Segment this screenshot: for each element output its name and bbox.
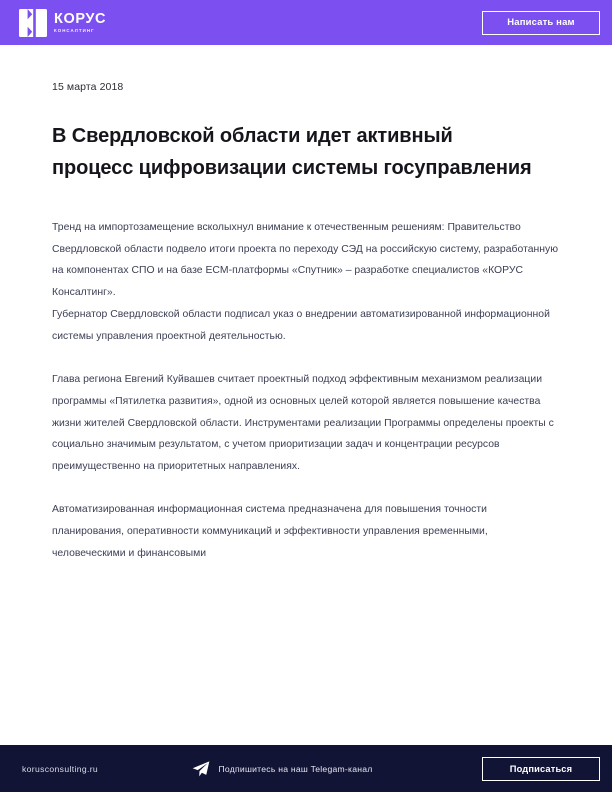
page-title: В Свердловской области идет активный процесс цифровизации системы госуправления — [52, 125, 532, 180]
site-header — [0, 0, 612, 45]
article-content — [0, 45, 612, 745]
subscribe-button[interactable]: Подписаться — [482, 757, 600, 781]
korus-logo[interactable] — [19, 9, 106, 37]
footer-website-link[interactable]: korusconsulting.ru — [22, 763, 99, 774]
article-paragraph: Автоматизированная информационная система предназначена для повышения точности планирования, оперативности коммуникаций и эффективности управления временными, человеческими и финансовыми — [52, 504, 488, 559]
article-paragraph: Глава региона Евгений Куйвашев считает проектный подход эффективным механизмом реализации программы «Пятилетка развития», одной из основных целей которой является повышение качества жизни жителей Свердловской области. Инструментами реализации Программы определены проекты с социально значимым результатом, с учетом приоритизации задач и концентрации ресурсов преимущественно на приоритетных направлениях. — [52, 373, 554, 473]
contact-us-button[interactable]: Написать нам — [482, 11, 600, 35]
publish-date: 15 марта 2018 — [52, 81, 124, 93]
logo-subtitle: КОНСАЛТИНГ — [54, 27, 95, 33]
footer-cta-text: Подпишитесь на наш Telegam-канал — [218, 763, 373, 774]
korus-logo-text — [54, 12, 106, 33]
site-footer — [0, 745, 612, 792]
article-paragraph: Тренд на импортозамещение всколыхнул внимание к отечественным решениям: Правительство Свердловской области подвело итоги проекта по переходу СЭД на российскую систему, разработанную на компонентах СПО и на базе ECM-платформы «Спутник» – разработке специалистов «КОРУС Консалтинг». — [52, 221, 559, 299]
logo-title: КОРУС — [54, 10, 107, 27]
telegram-paper-plane-icon — [192, 761, 210, 777]
telegram-subscribe-prompt — [98, 761, 466, 777]
korus-logo-icon — [19, 9, 47, 37]
article-paragraph: Губернатор Свердловской области подписал указ о внедрении автоматизированной информационной системы управления проектной деятельностью. — [52, 309, 550, 342]
